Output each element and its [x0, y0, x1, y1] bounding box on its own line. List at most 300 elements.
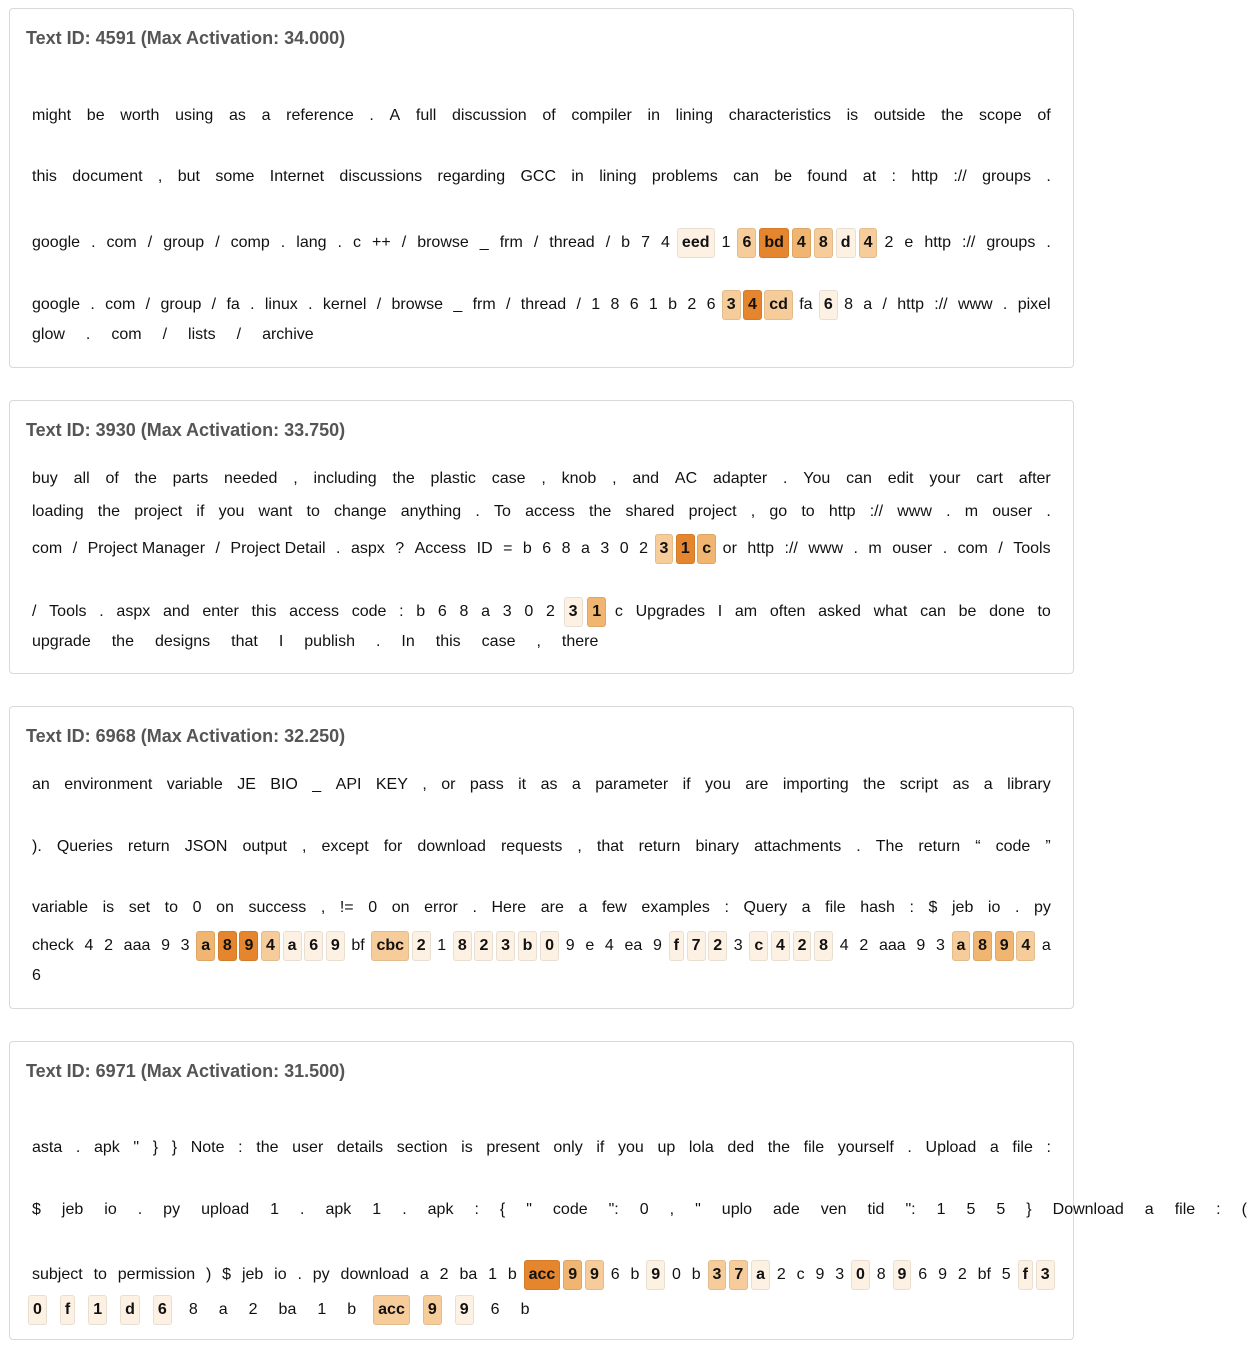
text-card [9, 8, 1074, 368]
token: Tools [1013, 540, 1051, 557]
token: often [769, 603, 806, 620]
highlighted-token: 1 [587, 597, 606, 627]
highlighted-token: f [60, 1295, 75, 1325]
token: Project Manager [87, 540, 206, 557]
token: 5 [1001, 1266, 1011, 1283]
token: binary [695, 838, 740, 855]
token: adapter [712, 470, 768, 487]
token: browse [417, 234, 469, 251]
token: :// [953, 168, 967, 185]
token: : [399, 603, 404, 620]
token: 3 [502, 603, 512, 620]
token: discussions [339, 168, 423, 185]
highlighted-token: 8 [814, 931, 833, 961]
token: ” [1045, 838, 1051, 855]
token: file [803, 1139, 825, 1156]
token-line [28, 1295, 1055, 1325]
token: discussion [452, 107, 527, 124]
highlighted-token: 6 [819, 290, 838, 320]
token: http [747, 540, 775, 557]
token: apk [93, 1139, 120, 1156]
token: / [211, 296, 217, 313]
token-line [28, 836, 1055, 858]
highlighted-token: 3 [708, 1260, 727, 1290]
token: : [724, 899, 729, 916]
token: com [111, 326, 142, 343]
token: bf [977, 1266, 991, 1283]
token: BIO [270, 776, 298, 793]
token: . [475, 503, 480, 520]
token: compiler [571, 107, 632, 124]
token: return [638, 838, 681, 855]
highlighted-token: 2 [412, 931, 431, 961]
token: details [336, 1139, 384, 1156]
highlighted-token: 3 [564, 597, 583, 627]
token: ouser [992, 503, 1033, 520]
highlighted-token: acc [373, 1295, 410, 1325]
token: are [540, 899, 564, 916]
token: the [111, 633, 134, 650]
token: 4 [839, 937, 849, 954]
token: you [705, 776, 731, 793]
token: $ [32, 1201, 41, 1218]
token: I [717, 603, 723, 620]
token: . [137, 1201, 143, 1218]
token-line [28, 290, 1055, 320]
token: , [577, 838, 582, 855]
token: google [32, 234, 81, 251]
token: 5 [966, 1201, 976, 1218]
token: , [541, 470, 546, 487]
token: 3 [935, 937, 945, 954]
token: knob [561, 470, 597, 487]
token: it [518, 776, 527, 793]
highlighted-token: 9 [995, 931, 1014, 961]
token: www [897, 503, 932, 520]
token: publish [304, 633, 355, 650]
token: To [494, 503, 511, 520]
highlighted-token: 3 [655, 534, 674, 564]
token: / [162, 326, 168, 343]
token: groups [982, 168, 1031, 185]
card-header: Text ID: 3930 (Max Activation: 33.750) [26, 420, 346, 440]
highlighted-token: 0 [540, 931, 559, 961]
token: apk [427, 1201, 454, 1218]
token: anything [400, 503, 462, 520]
highlighted-token: 9 [423, 1295, 442, 1325]
token: lola [688, 1139, 714, 1156]
token: m [964, 503, 979, 520]
token: a [863, 296, 873, 313]
token: Queries [56, 838, 113, 855]
token: :// [784, 540, 798, 557]
token: 1 [488, 1266, 497, 1283]
token: / [32, 603, 37, 620]
token: tid [867, 1201, 885, 1218]
token: a [983, 776, 993, 793]
token: fa [799, 296, 813, 313]
token: ? [395, 540, 405, 557]
token: code [351, 603, 387, 620]
token: I [278, 633, 284, 650]
token: project [688, 503, 737, 520]
highlighted-token: 9 [893, 1260, 912, 1290]
token: on [216, 899, 234, 916]
token: “ [975, 838, 981, 855]
token: aspx [116, 603, 151, 620]
token: the [589, 503, 612, 520]
token: . [1014, 899, 1020, 916]
token: an [32, 776, 50, 793]
token: that [231, 633, 258, 650]
token: parts [172, 470, 209, 487]
token: return [918, 838, 961, 855]
token: , [302, 838, 307, 855]
token-line [28, 501, 1055, 523]
token: present [486, 1139, 540, 1156]
token: . [1002, 296, 1008, 313]
token: return [127, 838, 170, 855]
token: / [145, 296, 151, 313]
token: 8 [876, 1266, 886, 1283]
token: ba [459, 1266, 478, 1283]
token: . [337, 234, 342, 251]
token: full [415, 107, 437, 124]
token: if [596, 1139, 605, 1156]
token: b [507, 1266, 517, 1283]
token: . [853, 540, 858, 557]
highlighted-token: 0 [28, 1295, 47, 1325]
token: frm [499, 234, 523, 251]
token: 2 [957, 1266, 967, 1283]
token: . [472, 899, 477, 916]
token: http [828, 503, 856, 520]
token: io [987, 899, 1001, 916]
token: except [321, 838, 369, 855]
token: http [897, 296, 924, 313]
token: of [542, 107, 556, 124]
token: jeb [61, 1201, 84, 1218]
token: / [998, 540, 1003, 557]
highlighted-token: 7 [687, 931, 706, 961]
token-line [28, 105, 1055, 127]
token: 4 [661, 234, 670, 251]
token: ( [1241, 1201, 1247, 1218]
token: io [274, 1266, 287, 1283]
token: 1 [317, 1301, 327, 1318]
highlighted-token: 4 [261, 931, 280, 961]
token: a [578, 899, 588, 916]
highlighted-token: 3 [1036, 1260, 1055, 1290]
token-line [28, 631, 1055, 653]
token: py [312, 1266, 330, 1283]
token: that [596, 838, 624, 855]
token: b [416, 603, 426, 620]
token: download [340, 1266, 410, 1283]
highlighted-token: c [749, 931, 768, 961]
token: asked [818, 603, 861, 620]
token: " [526, 1201, 532, 1218]
token: , [157, 168, 163, 185]
token: 0 [619, 540, 629, 557]
token: using [175, 107, 214, 124]
token: ) [205, 1266, 212, 1283]
token: : [891, 168, 896, 185]
token: 6 [629, 296, 639, 313]
token: : [1216, 1201, 1221, 1218]
token: JE [237, 776, 256, 793]
token: . [402, 1201, 407, 1218]
token: = [503, 540, 513, 557]
token-line [28, 897, 1055, 919]
token: output [242, 838, 287, 855]
token: group [163, 234, 205, 251]
token: 9 [565, 937, 575, 954]
token: 3 [600, 540, 610, 557]
token: for [383, 838, 403, 855]
token: this [435, 633, 461, 650]
token: m [868, 540, 882, 557]
token-line [28, 597, 1055, 627]
token-line [28, 931, 1055, 961]
highlighted-token: 9 [455, 1295, 474, 1325]
token: io [104, 1201, 117, 1218]
token: document [72, 168, 143, 185]
highlighted-token: eed [677, 228, 715, 258]
token: the [134, 470, 157, 487]
token: lining [675, 107, 714, 124]
token: com [32, 540, 63, 557]
token: py [1033, 899, 1051, 916]
token: 9 [815, 1266, 825, 1283]
highlighted-token: acc [524, 1260, 561, 1290]
token: to [306, 503, 320, 520]
token: case [491, 470, 526, 487]
token: access [289, 603, 339, 620]
token: groups [986, 234, 1036, 251]
highlighted-token: 0 [851, 1260, 870, 1290]
token: 8 [844, 296, 853, 313]
token: you [618, 1139, 644, 1156]
token: code [552, 1201, 588, 1218]
token: and [632, 470, 660, 487]
token: or [441, 776, 456, 793]
token: bf [351, 937, 365, 954]
token: this [251, 603, 277, 620]
highlighted-token: 1 [676, 534, 695, 564]
token: ea [624, 937, 643, 954]
token: API [335, 776, 362, 793]
token: change [334, 503, 387, 520]
token: b [621, 234, 631, 251]
token: 9 [161, 937, 170, 954]
token: _ [479, 234, 489, 251]
token: found [807, 168, 848, 185]
token: b [347, 1301, 357, 1318]
token: . [369, 107, 374, 124]
token: loading [32, 503, 84, 520]
token: Tools [49, 603, 87, 620]
token: _ [453, 296, 463, 313]
token: comp [230, 234, 270, 251]
token: up [657, 1139, 676, 1156]
highlighted-token: 2 [793, 931, 812, 961]
token: a [1144, 1201, 1154, 1218]
token: com [106, 234, 137, 251]
token: worth [120, 107, 160, 124]
token: 0 [672, 1266, 681, 1283]
token: : [474, 1201, 479, 1218]
token: file [825, 899, 846, 916]
token: e [904, 234, 914, 251]
token: 3 [180, 937, 190, 954]
token: . [856, 838, 861, 855]
token: a [571, 776, 581, 793]
token: a [261, 107, 271, 124]
token: in [571, 168, 584, 185]
highlighted-token: 4 [771, 931, 790, 961]
token: importing [782, 776, 849, 793]
token: problems [651, 168, 718, 185]
token: all [73, 470, 90, 487]
token-line [28, 324, 1055, 346]
token: download [417, 838, 486, 855]
token: { [499, 1201, 506, 1218]
token: , [320, 899, 326, 916]
token: section [396, 1139, 448, 1156]
token: / [215, 540, 220, 557]
token: != [339, 899, 354, 916]
token: 1 [936, 1201, 946, 1218]
highlighted-token: 7 [729, 1260, 748, 1290]
highlighted-token: 8 [218, 931, 237, 961]
token: / [376, 296, 382, 313]
token: . [907, 1139, 912, 1156]
token: :// [869, 503, 884, 520]
card-header: Text ID: 4591 (Max Activation: 34.000) [26, 28, 346, 48]
token: attachments [754, 838, 842, 855]
highlighted-token: 4 [859, 228, 878, 258]
token: 2 [859, 937, 869, 954]
token: want [258, 503, 293, 520]
highlighted-token: a [283, 931, 302, 961]
token: 8 [610, 296, 620, 313]
token: reference [286, 107, 354, 124]
token: ouser [892, 540, 933, 557]
highlighted-token: 8 [453, 931, 472, 961]
token: Download [1052, 1201, 1124, 1218]
token: c [796, 1266, 805, 1283]
token: ++ [372, 234, 391, 251]
token: / [533, 234, 539, 251]
token-line [28, 534, 1055, 564]
token: b [668, 296, 678, 313]
token: 6 [542, 540, 552, 557]
highlighted-token: 3 [722, 290, 741, 320]
token: 9 [938, 1266, 947, 1283]
highlighted-token: cd [764, 290, 793, 320]
token: / [401, 234, 407, 251]
token: but [177, 168, 200, 185]
token: subject [32, 1266, 83, 1283]
token: Project Detail [230, 540, 326, 557]
token: / [236, 326, 242, 343]
token: 3 [733, 937, 743, 954]
token: browse [391, 296, 444, 313]
token: the [863, 776, 886, 793]
token-line [28, 166, 1055, 188]
token: or [722, 540, 737, 557]
token: . [1046, 234, 1051, 251]
token: regarding [437, 168, 506, 185]
highlighted-token: 9 [646, 1260, 665, 1290]
token: go [769, 503, 788, 520]
highlighted-token: 9 [239, 931, 258, 961]
token: . [91, 234, 96, 251]
token: enter [202, 603, 239, 620]
token: few [601, 899, 627, 916]
token: 9 [653, 937, 662, 954]
token: what [873, 603, 908, 620]
card-header: Text ID: 6971 (Max Activation: 31.500) [26, 1061, 346, 1081]
token: to [93, 1266, 107, 1283]
token: needed [224, 470, 278, 487]
token: 6 [490, 1301, 500, 1318]
token: this [32, 168, 57, 185]
token: 2 [546, 603, 555, 620]
token: user [292, 1139, 324, 1156]
token: archive [262, 326, 314, 343]
token: success [248, 899, 307, 916]
token: Note [190, 1139, 225, 1156]
token: might [32, 107, 72, 124]
token: environment [64, 776, 153, 793]
token: 8 [459, 603, 469, 620]
token: 1 [270, 1201, 280, 1218]
token: :// [962, 234, 976, 251]
token: only [553, 1139, 583, 1156]
token: buy [32, 470, 58, 487]
token: lang [296, 234, 327, 251]
highlighted-token: 8 [814, 228, 833, 258]
token: b [522, 540, 532, 557]
token: b [520, 1301, 530, 1318]
token: 8 [188, 1301, 198, 1318]
highlighted-token: cbc [371, 931, 409, 961]
token: script [899, 776, 939, 793]
token: file [1174, 1201, 1196, 1218]
token: http [924, 234, 952, 251]
token: error [424, 899, 458, 916]
token: AC [674, 470, 698, 487]
token: ": [608, 1201, 619, 1218]
token: _ [312, 776, 322, 793]
token: py [163, 1201, 181, 1218]
token: 6 [437, 603, 447, 620]
token-line [28, 468, 1055, 490]
highlighted-token: 4 [1016, 931, 1035, 961]
token: a [581, 540, 590, 557]
token: upload [201, 1201, 250, 1218]
token: case [481, 633, 516, 650]
token: 6 [918, 1266, 928, 1283]
token: a [218, 1301, 228, 1318]
token: . [336, 540, 341, 557]
token: is [102, 899, 115, 916]
token: com [105, 296, 136, 313]
highlighted-token: 4 [743, 290, 762, 320]
card-header: Text ID: 6968 (Max Activation: 32.250) [26, 726, 346, 746]
